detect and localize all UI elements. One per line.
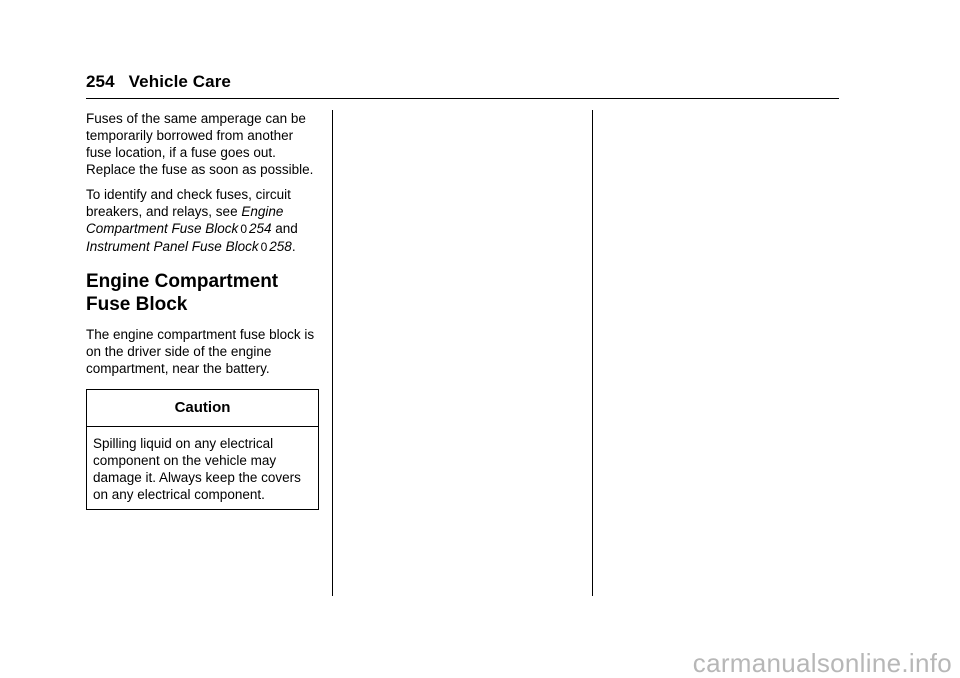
link-engine-compartment-fuse-block[interactable]: Engine Compartment Fuse Block: [86, 204, 284, 236]
column-divider-1: [332, 110, 333, 596]
section-title: Vehicle Care: [128, 72, 231, 91]
paragraph-fuse-borrowing: Fuses of the same amperage can be temporarily borrowed from another fuse location, if a fuse goes out. Replace the fuse as soon as possible.: [86, 111, 314, 177]
reference-page-258: 258: [269, 239, 292, 254]
reference-lead-text: To identify and check fuses, circuit breakers, and relays, see: [86, 187, 291, 219]
link-instrument-panel-fuse-block[interactable]: Instrument Panel Fuse Block: [86, 239, 259, 254]
page-reference-icon: 0: [260, 240, 268, 254]
caution-title: Caution: [87, 390, 318, 427]
column-divider-2: [592, 110, 593, 596]
page-reference-icon: 0: [240, 222, 247, 236]
paragraph-fuse-block-location: The engine compartment fuse block is on the driver side of the engine compartment, near the battery.: [86, 327, 315, 376]
caution-body: Spilling liquid on any electrical component on the vehicle may damage it. Always keep the covers on any electrical component.: [93, 436, 301, 502]
reference-end: .: [291, 239, 296, 254]
paragraph-fuse-references: [86, 186, 322, 256]
page-number: 254: [86, 72, 115, 91]
reference-page-254: 254: [249, 221, 272, 236]
column-1: [86, 110, 322, 510]
reference-connector: and: [271, 221, 298, 236]
header-rule: [86, 98, 839, 99]
caution-box: [86, 389, 319, 510]
page-header: [86, 72, 231, 92]
section-heading: Engine Compartment Fuse Block: [86, 271, 279, 315]
watermark: carmanualsonline.info: [692, 648, 952, 678]
